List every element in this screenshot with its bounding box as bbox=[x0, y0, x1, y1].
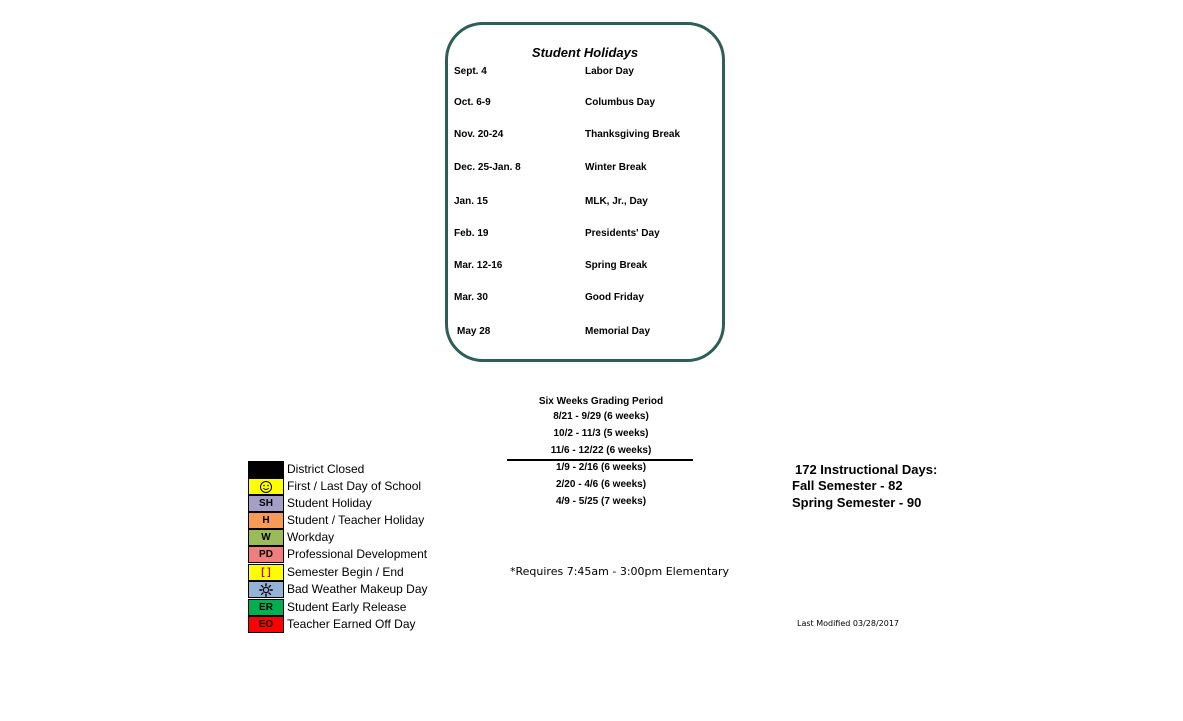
hours-note: *Requires 7:45am - 3:00pm Elementary bbox=[510, 565, 730, 578]
legend-swatch: [ ] bbox=[248, 564, 284, 581]
legend-swatch: EO bbox=[248, 616, 284, 633]
holiday-date: Mar. 12-16 bbox=[454, 260, 503, 271]
spring-semester-days: Spring Semester - 90 bbox=[792, 495, 922, 510]
grading-period-item: 4/9 - 5/25 (7 weeks) bbox=[555, 496, 647, 507]
grading-period-item: 10/2 - 11/3 (5 weeks) bbox=[553, 428, 649, 439]
legend-swatch bbox=[248, 581, 284, 598]
legend-label: Workday bbox=[287, 530, 335, 544]
legend-swatch: ER bbox=[248, 599, 284, 616]
legend-label: Student Early Release bbox=[287, 600, 407, 614]
fall-semester-days: Fall Semester - 82 bbox=[792, 478, 903, 493]
holiday-date: May 28 bbox=[457, 326, 491, 337]
last-modified: Last Modified 03/28/2017 bbox=[797, 619, 899, 628]
holiday-name: Presidents' Day bbox=[585, 228, 660, 239]
holiday-date: Dec. 25-Jan. 8 bbox=[454, 162, 521, 173]
holiday-name: Thanksgiving Break bbox=[585, 129, 681, 140]
grading-period-item: 1/9 - 2/16 (6 weeks) bbox=[555, 462, 647, 473]
legend-swatch bbox=[248, 461, 284, 478]
sun-icon bbox=[259, 583, 273, 597]
instructional-days-title: 172 Instructional Days: bbox=[795, 462, 938, 477]
holiday-date: Feb. 19 bbox=[454, 228, 489, 239]
grading-period-item: 2/20 - 4/6 (6 weeks) bbox=[555, 479, 647, 490]
student-holidays-title: Student Holidays bbox=[531, 45, 639, 60]
smiley-icon bbox=[259, 480, 273, 494]
grading-period-item: 11/6 - 12/22 (6 weeks) bbox=[550, 445, 652, 456]
legend-label: Professional Development bbox=[287, 547, 428, 561]
legend-label: First / Last Day of School bbox=[287, 479, 422, 493]
holiday-name: Memorial Day bbox=[585, 326, 651, 337]
holiday-name: Spring Break bbox=[585, 260, 648, 271]
legend-swatch bbox=[248, 478, 284, 495]
semester-divider bbox=[507, 459, 693, 461]
holiday-name: Winter Break bbox=[585, 162, 647, 173]
holiday-name: MLK, Jr., Day bbox=[585, 196, 648, 207]
holiday-date: Jan. 15 bbox=[454, 196, 488, 207]
holiday-name: Labor Day bbox=[585, 66, 634, 77]
legend-label: District Closed bbox=[287, 462, 365, 476]
legend-label: Student Holiday bbox=[287, 496, 372, 510]
holiday-date: Nov. 20-24 bbox=[454, 129, 504, 140]
holiday-name: Good Friday bbox=[585, 292, 644, 303]
legend-swatch: PD bbox=[248, 546, 284, 563]
holiday-date: Oct. 6-9 bbox=[454, 97, 491, 108]
holiday-date: Mar. 30 bbox=[454, 292, 488, 303]
student-holidays-box bbox=[445, 22, 725, 362]
legend-swatch: H bbox=[248, 512, 284, 529]
grading-period-title: Six Weeks Grading Period bbox=[538, 396, 664, 407]
legend-label: Student / Teacher Holiday bbox=[287, 513, 425, 527]
legend-label: Bad Weather Makeup Day bbox=[287, 582, 428, 596]
holiday-date: Sept. 4 bbox=[454, 66, 487, 77]
legend-label: Teacher Earned Off Day bbox=[287, 617, 416, 631]
holiday-name: Columbus Day bbox=[585, 97, 656, 108]
legend-swatch: W bbox=[248, 529, 284, 546]
grading-period-item: 8/21 - 9/29 (6 weeks) bbox=[553, 411, 649, 422]
legend-swatch: SH bbox=[248, 495, 284, 512]
legend-label: Semester Begin / End bbox=[287, 565, 404, 579]
